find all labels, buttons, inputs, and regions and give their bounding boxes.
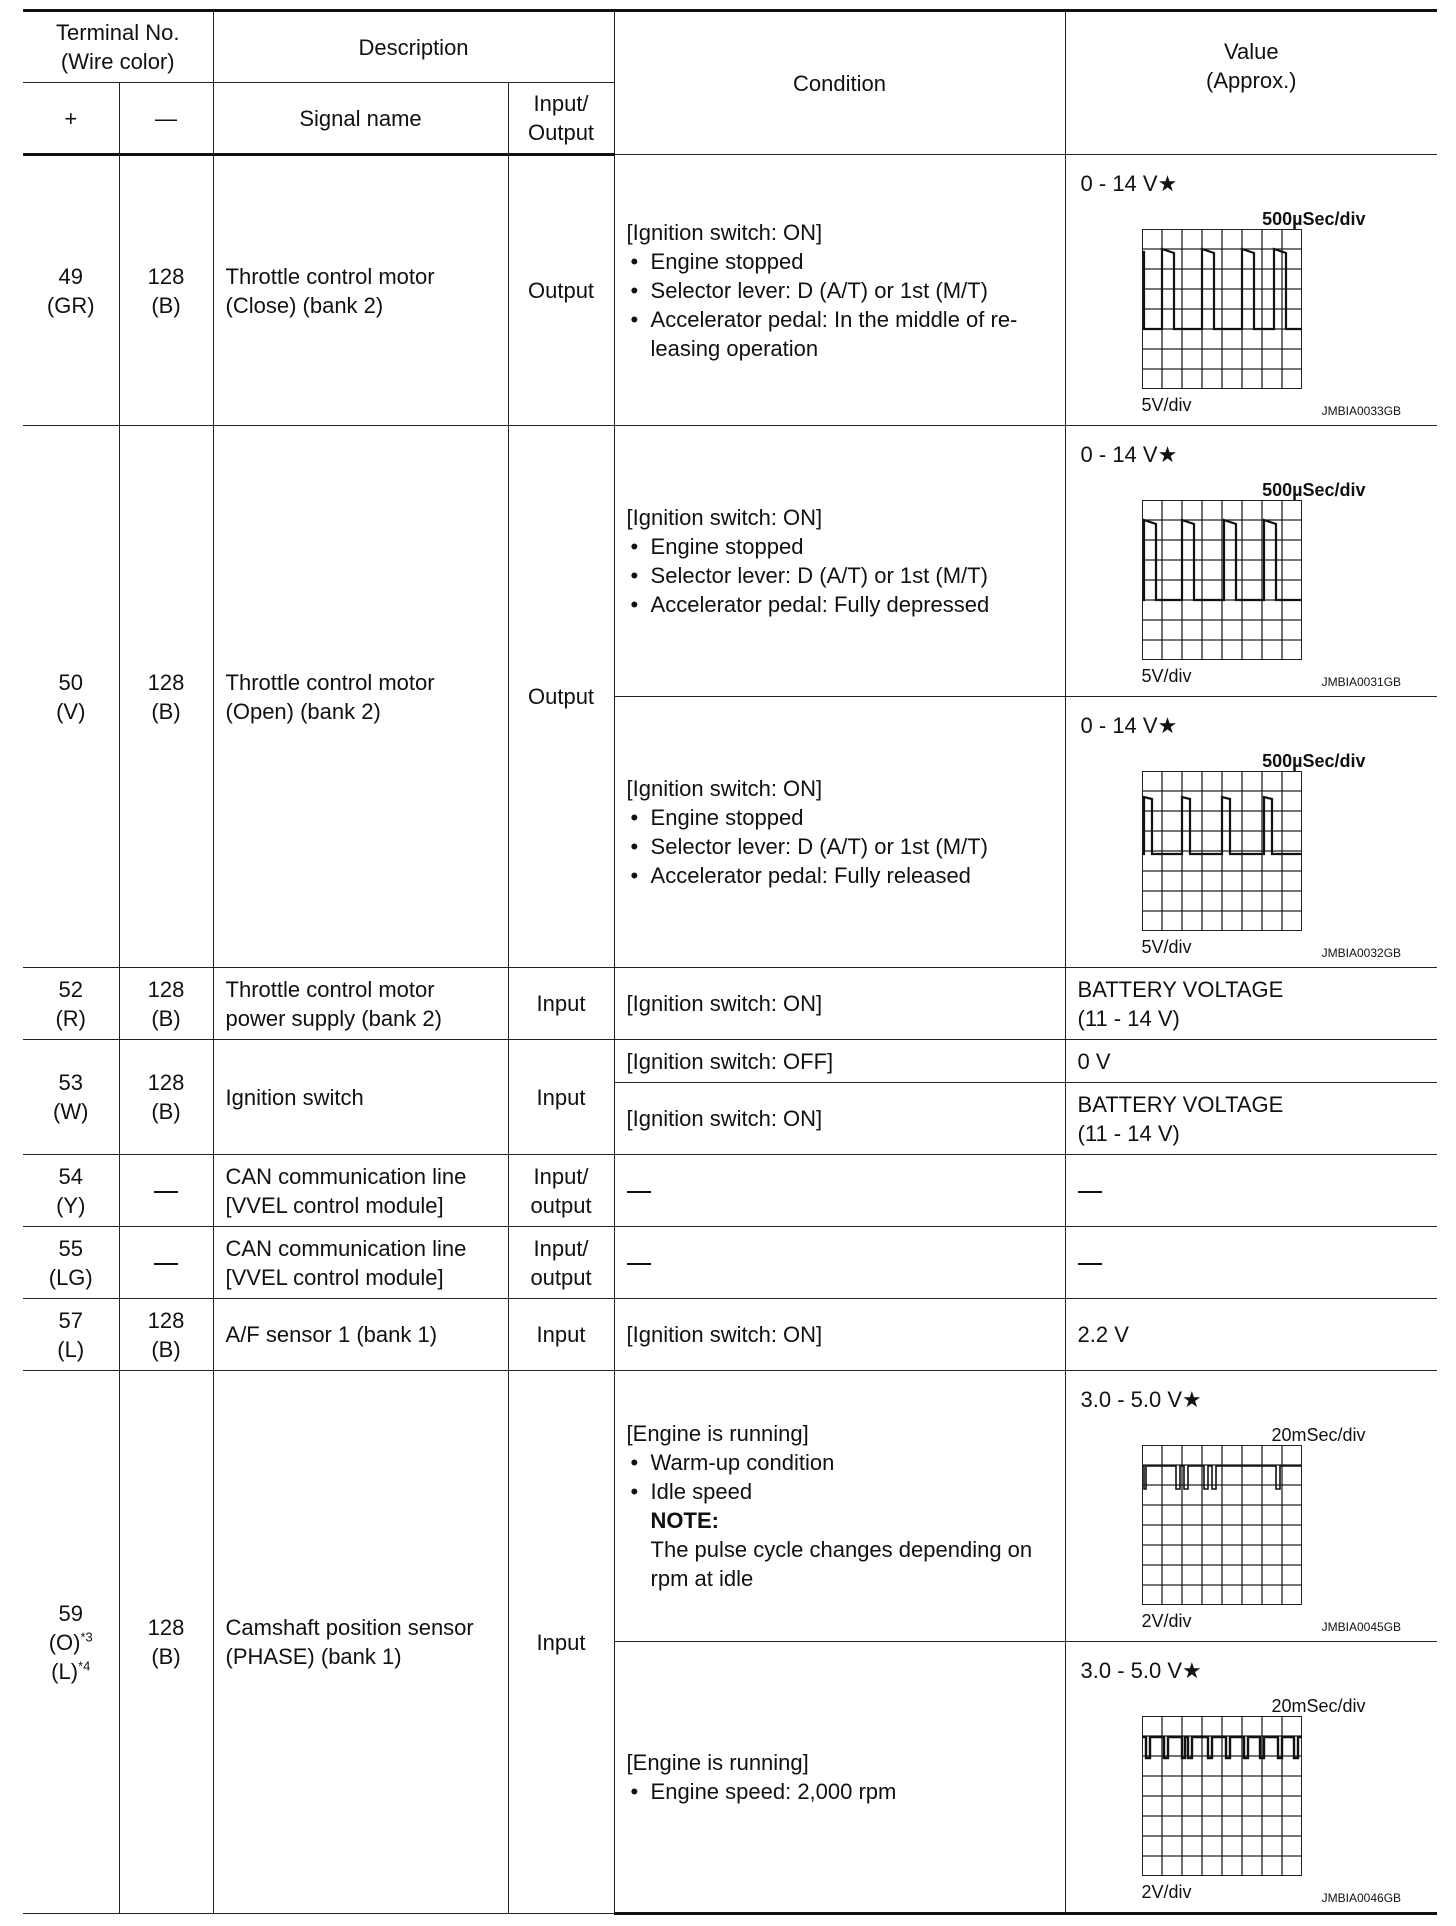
star-icon: ★ xyxy=(1157,442,1178,467)
wire-color: (Y) xyxy=(56,1192,86,1218)
wire-color: (B) xyxy=(151,1005,181,1031)
condition-item: • Engine stopped xyxy=(627,532,1053,561)
waveform xyxy=(1066,155,1438,425)
io-line: Input/ xyxy=(533,1163,589,1189)
table-row xyxy=(23,968,1437,1040)
signal-name xyxy=(213,1155,508,1227)
io-line: Input/ xyxy=(533,1235,589,1261)
io-type: Input xyxy=(508,1040,614,1155)
table-row xyxy=(23,426,1437,697)
signal-line: Throttle control motor xyxy=(225,976,435,1002)
io-type: Input xyxy=(508,968,614,1040)
terminal-minus xyxy=(119,426,213,968)
voltage-text: 3.0 - 5.0 V xyxy=(1080,1387,1183,1412)
voltage-range xyxy=(1081,1385,1202,1414)
signal-name xyxy=(213,426,508,968)
value-text xyxy=(1065,968,1437,1040)
condition: [Ignition switch: OFF] xyxy=(614,1040,1065,1083)
wire-color: (V) xyxy=(56,698,86,724)
header-terminal xyxy=(23,11,213,83)
terminal-minus xyxy=(119,1371,213,1914)
terminal-plus xyxy=(23,1155,119,1227)
condition-item: • Accelerator pedal: Fully depressed xyxy=(627,590,1053,619)
terminal-minus xyxy=(119,1040,213,1155)
condition-title: [Engine is running] xyxy=(626,1750,809,1775)
waveform xyxy=(1066,426,1438,696)
waveform-trace xyxy=(1142,797,1302,854)
header-minus: — xyxy=(119,83,213,155)
io-type: Input xyxy=(508,1371,614,1914)
dash-mark xyxy=(627,1263,651,1265)
condition-item xyxy=(627,305,1053,363)
header-io-line1: Input/ xyxy=(533,91,589,116)
voltage-text: 3.0 - 5.0 V xyxy=(1080,1658,1183,1683)
io-type xyxy=(508,1227,614,1299)
voltage-text: 0 - 14 V xyxy=(1080,713,1158,738)
io-type: Output xyxy=(508,155,614,426)
footnote-mark: *3 xyxy=(80,1629,93,1645)
figure-code: JMBIA0031GB xyxy=(1321,675,1402,689)
voltage-range xyxy=(1081,1656,1202,1685)
wire-color: (B) xyxy=(151,698,181,724)
header-io xyxy=(508,83,614,155)
terminal-number: 128 xyxy=(147,263,185,289)
signal-line: (Close) (bank 2) xyxy=(225,292,384,318)
wire-color xyxy=(35,1628,107,1657)
terminal-plus xyxy=(23,1371,119,1914)
value-waveform xyxy=(1065,426,1437,697)
condition-item: • Engine speed: 2,000 rpm xyxy=(627,1777,1053,1806)
voltage-division: 2V/div xyxy=(1141,1611,1192,1631)
figure-code: JMBIA0045GB xyxy=(1321,1620,1402,1634)
oscilloscope-grid xyxy=(1142,1716,1302,1876)
terminal-minus xyxy=(119,1155,213,1227)
voltage-range xyxy=(1081,169,1178,198)
value-text xyxy=(1065,1083,1437,1155)
dash-mark xyxy=(154,1191,178,1193)
header-io-line2: Output xyxy=(528,120,595,145)
condition xyxy=(614,1227,1065,1299)
star-icon: ★ xyxy=(1157,171,1178,196)
header-terminal-label: Terminal No. xyxy=(56,20,180,45)
io-type: Output xyxy=(508,426,614,968)
condition-item: • Selector lever: D (A/T) or 1st (M/T) xyxy=(627,276,1053,305)
terminal-minus xyxy=(119,968,213,1040)
terminal-plus xyxy=(23,426,119,968)
condition: [Ignition switch: ON] xyxy=(614,1083,1065,1155)
io-line: output xyxy=(530,1264,592,1290)
time-division: 500µSec/div xyxy=(1262,751,1366,771)
voltage-text: 0 - 14 V xyxy=(1080,171,1158,196)
condition xyxy=(614,1155,1065,1227)
signal-name: A/F sensor 1 (bank 1) xyxy=(213,1299,508,1371)
table-row xyxy=(23,1371,1437,1642)
condition-item: • Warm-up condition xyxy=(627,1448,1053,1477)
condition-item: • Accelerator pedal: Fully released xyxy=(627,861,1053,890)
terminal-number: 59 xyxy=(58,1600,83,1626)
terminal-number: 128 xyxy=(147,976,185,1002)
wire-color: (B) xyxy=(151,1336,181,1362)
value-waveform xyxy=(1065,155,1437,426)
figure-code: JMBIA0046GB xyxy=(1321,1891,1402,1905)
io-type: Input xyxy=(508,1299,614,1371)
condition-title: [Engine is running] xyxy=(626,1421,809,1446)
condition xyxy=(614,426,1065,697)
value-text xyxy=(1065,1227,1437,1299)
wire-color: (R) xyxy=(55,1005,87,1031)
io-line: output xyxy=(530,1192,592,1218)
table-row xyxy=(23,1040,1437,1083)
value-text: 0 V xyxy=(1065,1040,1437,1083)
header-condition: Condition xyxy=(614,11,1065,155)
terminal-number: 53 xyxy=(58,1070,83,1095)
condition xyxy=(614,697,1065,968)
voltage-range xyxy=(1081,440,1178,469)
terminal-plus xyxy=(23,1299,119,1371)
wire-color xyxy=(35,1657,107,1686)
signal-line: CAN communication line xyxy=(225,1163,467,1189)
voltage-division: 5V/div xyxy=(1141,666,1192,686)
header-description: Description xyxy=(213,11,614,83)
header-value xyxy=(1065,11,1437,155)
terminal-number: 49 xyxy=(58,263,83,289)
terminal-number: 128 xyxy=(147,669,185,695)
signal-name xyxy=(213,1227,508,1299)
oscilloscope-grid xyxy=(1142,229,1302,389)
figure-code: JMBIA0032GB xyxy=(1321,946,1402,960)
wire-color: (GR) xyxy=(46,292,95,318)
terminal-number: 128 xyxy=(147,1307,185,1333)
signal-line: [VVEL control module] xyxy=(225,1192,444,1218)
dash-mark xyxy=(627,1191,651,1193)
condition-item: • Idle speed xyxy=(627,1477,1053,1506)
terminal-plus xyxy=(23,155,119,426)
signal-line: power supply (bank 2) xyxy=(225,1005,442,1031)
terminal-minus xyxy=(119,1299,213,1371)
signal-line: Throttle control motor xyxy=(225,669,435,695)
terminal-number: 50 xyxy=(58,669,83,695)
wire-color: (B) xyxy=(151,292,181,318)
terminal-number: 128 xyxy=(147,1615,185,1640)
note-line: rpm at idle xyxy=(650,1566,754,1591)
terminal-plus xyxy=(23,1040,119,1155)
terminal-number: 55 xyxy=(58,1235,83,1261)
condition-title: [Ignition switch: ON] xyxy=(626,776,823,801)
value-waveform xyxy=(1065,1371,1437,1642)
condition-item: • Engine stopped xyxy=(627,803,1053,832)
condition-title: [Ignition switch: ON] xyxy=(626,505,823,530)
condition-item: • Selector lever: D (A/T) or 1st (M/T) xyxy=(627,561,1053,590)
voltage-division: 2V/div xyxy=(1141,1882,1192,1902)
table-row xyxy=(23,155,1437,426)
waveform xyxy=(1066,697,1438,967)
wire-color: (LG) xyxy=(48,1264,93,1290)
table-row xyxy=(23,1155,1437,1227)
footnote-mark: *4 xyxy=(78,1658,91,1674)
header-plus: + xyxy=(23,83,119,155)
value-waveform xyxy=(1065,1642,1437,1914)
header-value-approx: (Approx.) xyxy=(1206,68,1297,93)
terminal-number: 128 xyxy=(147,1070,185,1095)
waveform xyxy=(1066,1642,1438,1912)
star-icon: ★ xyxy=(1157,713,1178,738)
wire-color: (L) xyxy=(57,1336,85,1362)
condition xyxy=(614,1371,1065,1642)
terminal-minus xyxy=(119,1227,213,1299)
signal-name xyxy=(213,155,508,426)
note-label: NOTE: xyxy=(650,1508,719,1533)
condition-item-text: Accelerator pedal: In the middle of re- xyxy=(650,306,1018,332)
oscilloscope-grid xyxy=(1142,500,1302,660)
voltage-division: 5V/div xyxy=(1141,395,1192,415)
dash-mark xyxy=(1078,1263,1102,1265)
value-line: BATTERY VOLTAGE xyxy=(1077,1091,1284,1117)
wire-color-text: (L) xyxy=(51,1658,79,1684)
condition xyxy=(614,155,1065,426)
oscilloscope-grid xyxy=(1142,1445,1302,1605)
terminal-plus xyxy=(23,968,119,1040)
time-division: 20mSec/div xyxy=(1271,1425,1366,1445)
header-value-label: Value xyxy=(1223,39,1279,64)
time-division: 500µSec/div xyxy=(1262,480,1366,500)
signal-name: Ignition switch xyxy=(213,1040,508,1155)
condition-item: • Engine stopped xyxy=(627,247,1053,276)
terminal-number: 57 xyxy=(58,1307,83,1333)
wire-color: (B) xyxy=(151,1099,181,1124)
value-line: BATTERY VOLTAGE xyxy=(1077,976,1284,1002)
signal-line: (Open) (bank 2) xyxy=(225,698,381,724)
star-icon: ★ xyxy=(1182,1387,1202,1412)
signal-name xyxy=(213,968,508,1040)
wire-color-text: (O) xyxy=(48,1629,81,1655)
figure-code: JMBIA0033GB xyxy=(1321,404,1402,418)
signal-line: Throttle control motor xyxy=(225,263,435,289)
condition: [Ignition switch: ON] xyxy=(614,1299,1065,1371)
note-line: The pulse cycle changes depending on xyxy=(650,1537,1033,1562)
star-icon: ★ xyxy=(1182,1658,1202,1683)
wire-color: (W) xyxy=(53,1099,89,1124)
signal-line: [VVEL control module] xyxy=(225,1264,444,1290)
time-division: 20mSec/div xyxy=(1271,1696,1366,1716)
voltage-division: 5V/div xyxy=(1141,937,1192,957)
terminal-minus xyxy=(119,155,213,426)
condition-title: [Ignition switch: ON] xyxy=(626,219,823,245)
header-wire-color-label: (Wire color) xyxy=(60,49,175,74)
wire-color: (B) xyxy=(151,1644,181,1669)
io-type xyxy=(508,1155,614,1227)
condition xyxy=(614,1642,1065,1914)
oscilloscope-grid xyxy=(1142,771,1302,931)
table-row xyxy=(23,1299,1437,1371)
header-signal-name: Signal name xyxy=(213,83,508,155)
dash-mark xyxy=(1078,1191,1102,1193)
signal-name xyxy=(213,1371,508,1914)
terminal-number: 52 xyxy=(58,976,83,1002)
condition: [Ignition switch: ON] xyxy=(614,968,1065,1040)
terminal-table xyxy=(23,9,1437,1915)
time-division: 500µSec/div xyxy=(1262,209,1366,229)
value-line: (11 - 14 V) xyxy=(1077,1120,1180,1146)
value-text: 2.2 V xyxy=(1065,1299,1437,1371)
condition-note xyxy=(627,1506,1053,1593)
terminal-plus xyxy=(23,1227,119,1299)
value-waveform xyxy=(1065,697,1437,968)
voltage-range xyxy=(1081,711,1178,740)
value-text xyxy=(1065,1155,1437,1227)
dash-mark xyxy=(154,1263,178,1265)
condition-item-text: leasing operation xyxy=(650,335,819,361)
table-row xyxy=(23,1227,1437,1299)
signal-line: CAN communication line xyxy=(225,1235,467,1261)
voltage-text: 0 - 14 V xyxy=(1080,442,1158,467)
terminal-number: 54 xyxy=(58,1163,83,1189)
value-line: (11 - 14 V) xyxy=(1077,1005,1180,1031)
waveform xyxy=(1066,1371,1438,1641)
condition-item: • Selector lever: D (A/T) or 1st (M/T) xyxy=(627,832,1053,861)
signal-line: Camshaft position sensor xyxy=(225,1615,474,1640)
signal-line: (PHASE) (bank 1) xyxy=(225,1644,402,1669)
